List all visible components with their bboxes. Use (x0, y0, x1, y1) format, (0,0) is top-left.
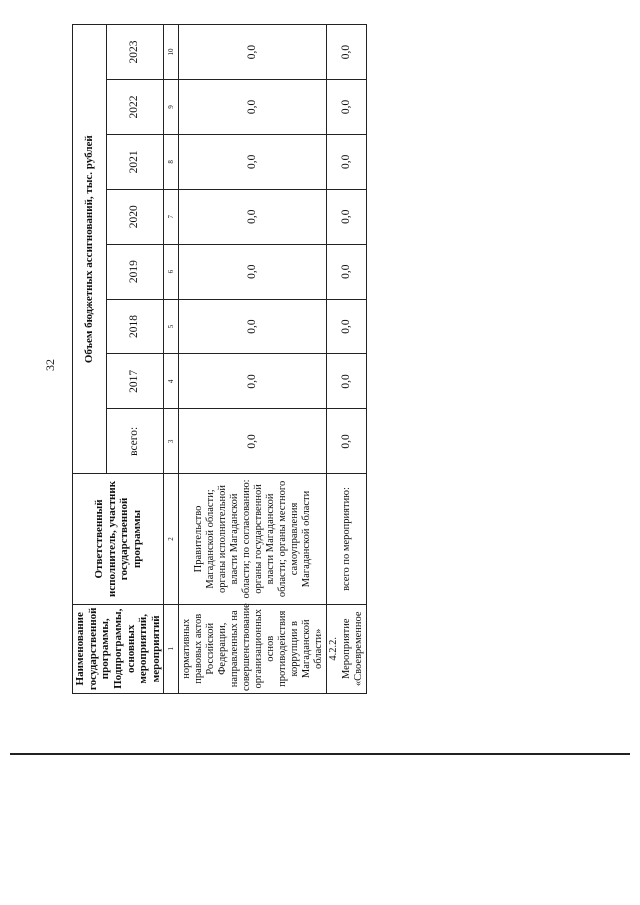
column-number-5: 5 (164, 299, 179, 354)
column-number-7: 7 (164, 189, 179, 244)
row-2-2021: 0,0 (327, 134, 366, 189)
column-number-4: 4 (164, 354, 179, 409)
row-1-2021: 0,0 (179, 134, 327, 189)
row-2-2019: 0,0 (327, 244, 366, 299)
header-budget-group: Объем бюджетных ассигнований, тыс. рублей (73, 25, 107, 474)
row-2-2020: 0,0 (327, 189, 366, 244)
row-2-2022: 0,0 (327, 80, 366, 135)
row-2-2017: 0,0 (327, 354, 366, 409)
row-1-executor: Правительство Магаданской области; органы исполнительной власти Магаданской области; по согласованию: органы государственной власти Магаданской области; органы местного самоуправления Магаданской области (179, 474, 327, 604)
column-number-8: 8 (164, 134, 179, 189)
row-1-2017: 0,0 (179, 354, 327, 409)
rotated-table-wrapper (72, 24, 364, 694)
column-number-10: 10 (164, 25, 179, 80)
row-1-total: 0,0 (179, 409, 327, 474)
column-number-6: 6 (164, 244, 179, 299)
column-number-1: 1 (164, 604, 179, 693)
header-year-2017: 2017 (106, 354, 164, 409)
row-2-executor: всего по мероприятию: (327, 474, 366, 604)
header-total: всего: (106, 409, 164, 474)
row-1-2023: 0,0 (179, 25, 327, 80)
header-year-2019: 2019 (106, 244, 164, 299)
header-year-2021: 2021 (106, 134, 164, 189)
header-year-2023: 2023 (106, 25, 164, 80)
header-year-2022: 2022 (106, 80, 164, 135)
header-year-2018: 2018 (106, 299, 164, 354)
row-1-name: нормативных правовых актов Российской Федерации, направленных на совершенствование организационных основ противодействия коррупции в Магаданской области» (179, 604, 327, 693)
row-1-2020: 0,0 (179, 189, 327, 244)
header-executor: Ответственный исполнитель, участник государственной программы (73, 474, 164, 604)
row-2-2018: 0,0 (327, 299, 366, 354)
column-number-2: 2 (164, 474, 179, 604)
row-2-name: 4.2.2. Мероприятие «Своевременное (327, 604, 366, 693)
row-1-2022: 0,0 (179, 80, 327, 135)
column-number-9: 9 (164, 80, 179, 135)
row-2-2023: 0,0 (327, 25, 366, 80)
row-1-2019: 0,0 (179, 244, 327, 299)
horizontal-rule (10, 753, 630, 755)
header-name: Наименование государственной программы, Подпрограммы, основных мероприятий, мероприятий (73, 604, 164, 693)
page-number: 32 (43, 359, 57, 371)
column-number-3: 3 (164, 409, 179, 474)
row-2-total: 0,0 (327, 409, 366, 474)
header-year-2020: 2020 (106, 189, 164, 244)
budget-table (72, 24, 367, 694)
row-1-2018: 0,0 (179, 299, 327, 354)
